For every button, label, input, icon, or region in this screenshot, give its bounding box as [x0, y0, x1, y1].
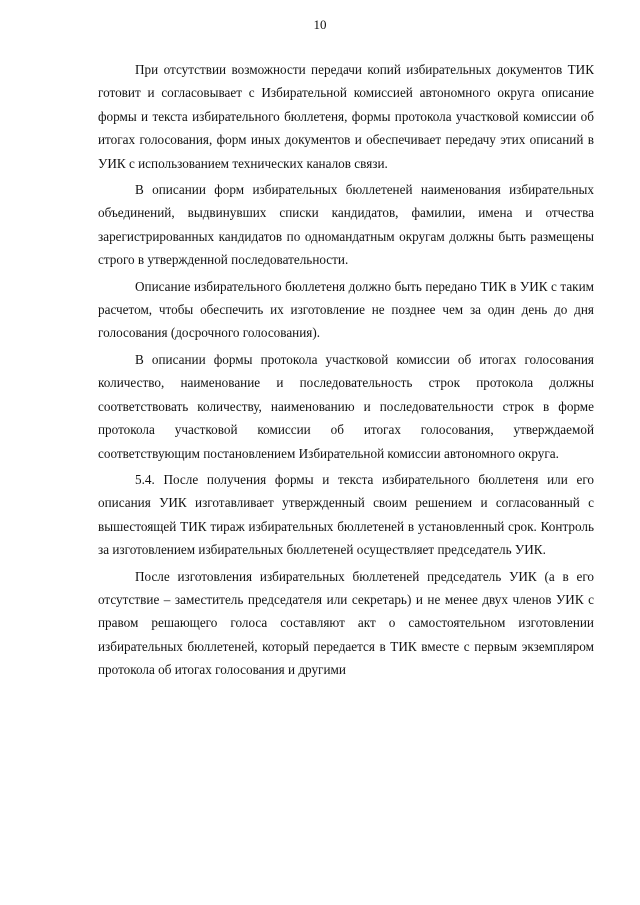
paragraph-4: В описании формы протокола участковой комиссии об итогах голосования количество, наименование и последовательность строк протокола должны соответствовать количеству, наименованию и последовательности строк в форме протокола участковой комиссии об итогах голосования, утверждаемой соответствующим постановлением Избирательной комиссии автономного округа.: [98, 351, 594, 461]
paragraph-1: При отсутствии возможности передачи копий избирательных документов ТИК готовит и согласовывает с Избирательной комиссией автономного округа описание формы и текста избирательного бюллетеня, формы протокола участковой комиссии об итогах голосования, форм иных документов и обеспечивает передачу этих описаний в УИК с использованием технических каналов связи.: [98, 62, 594, 171]
page-number: 10: [313, 17, 327, 32]
paragraph-5: 5.4. После получения формы и текста избирательного бюллетеня или его описания УИК изготавливает утвержденный своим решением и согласованный с вышестоящей ТИК тираж избирательных бюллетеней в установленный срок. Контроль за изготовлением избирательных бюллетеней осуществляет председатель УИК.: [98, 471, 594, 558]
paragraph-2: В описании форм избирательных бюллетеней наименования избирательных объединений, выдвинувших списки кандидатов, фамилии, имена и отчества зарегистрированных кандидатов по одномандатным округам должны быть размещены строго в утвержденной последовательности.: [98, 182, 594, 268]
paragraph-6: После изготовления избирательных бюллетеней председатель УИК (а в его отсутствие – заместитель председателя или секретарь) и не менее двух членов УИК с правом решающего голоса составляют акт о самостоятельном изготовлении избирательных бюллетеней, который передается в ТИК вместе с первым экземпляром протокола об итогах голосования и другими: [98, 568, 594, 678]
document-body: [98, 58, 594, 682]
paragraph-3: Описание избирательного бюллетеня должно быть передано ТИК в УИК с таким расчетом, чтобы обеспечить их изготовление не позднее чем за один день до дня голосования (досрочного голосования).: [98, 278, 594, 341]
